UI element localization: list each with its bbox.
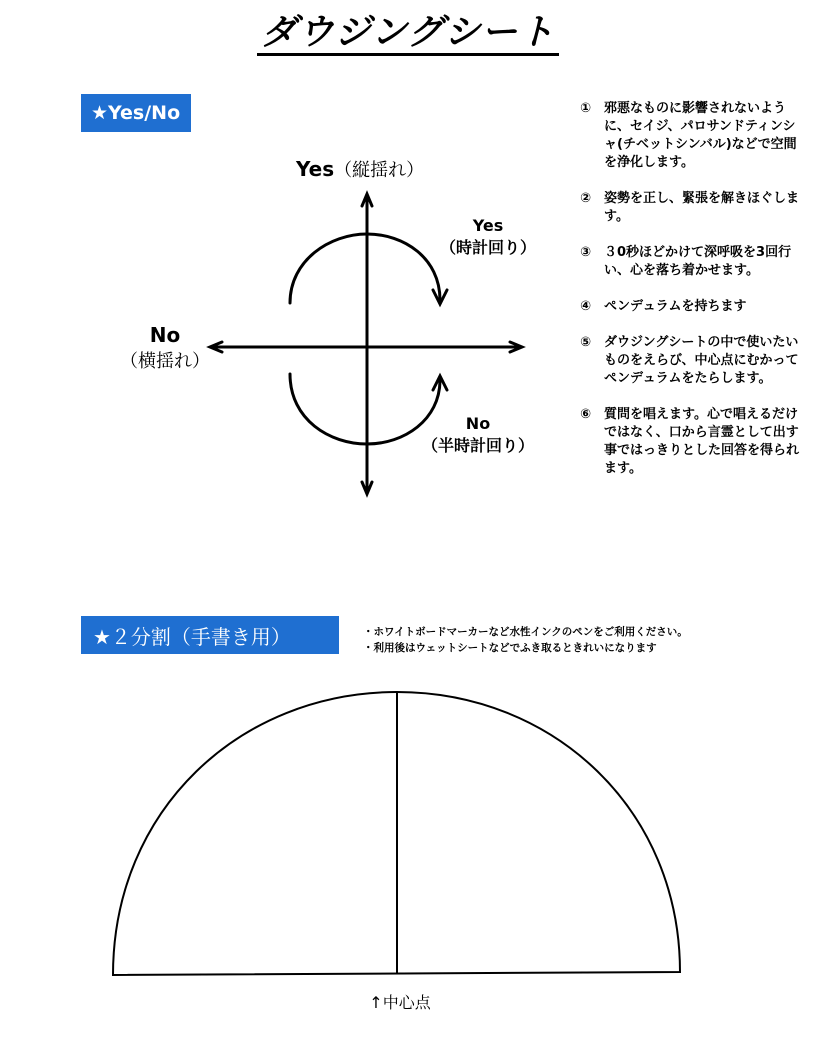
- no-rotation-label: No （半時計回り）: [421, 414, 534, 455]
- clockwise-arc: [290, 234, 440, 303]
- yes-rotation-label: Yes （時計回り）: [439, 216, 536, 257]
- step-2: ② 姿勢を正し、緊張を解きほぐします。: [580, 191, 800, 224]
- usage-notes: ・ホワイトボードマーカーなど水性インクのペンをご利用ください。 ・利用後はウェットシートなどでふき取るときれいになります: [363, 626, 688, 654]
- no-horizontal-label: No （横揺れ）: [120, 323, 210, 372]
- step-4: ④ ペンデュラムを持ちます: [580, 299, 747, 314]
- step-5: ⑤ ダウジングシートの中で使いたいものをえらび、中心点にむかってペンデュラムをたらします。: [580, 335, 799, 386]
- semicircle-split: [113, 692, 680, 975]
- yes-vertical-label: Yes（縦揺れ）: [296, 157, 425, 181]
- step-1: ① 邪悪なものに影響されないように、セイジ、パロサンドティンシャ(チベットシンバル)などで空間を浄化します。: [580, 101, 797, 170]
- yesno-section-label: ★Yes/No: [81, 94, 191, 132]
- center-point-label: ↑中心点: [369, 993, 431, 1012]
- page-title: ダウジングシート: [0, 12, 816, 56]
- step-6: ⑥ 質問を唱えます。心で唱えるだけではなく、口から言霊として出す事ではっきりとした回答を得られます。: [580, 407, 800, 476]
- instruction-steps: [580, 100, 805, 496]
- split-section-label: ★２分割（手書き用）: [81, 616, 339, 654]
- step-3: ③ ３0秒ほどかけて深呼吸を3回行い、心を落ち着かせます。: [580, 245, 792, 278]
